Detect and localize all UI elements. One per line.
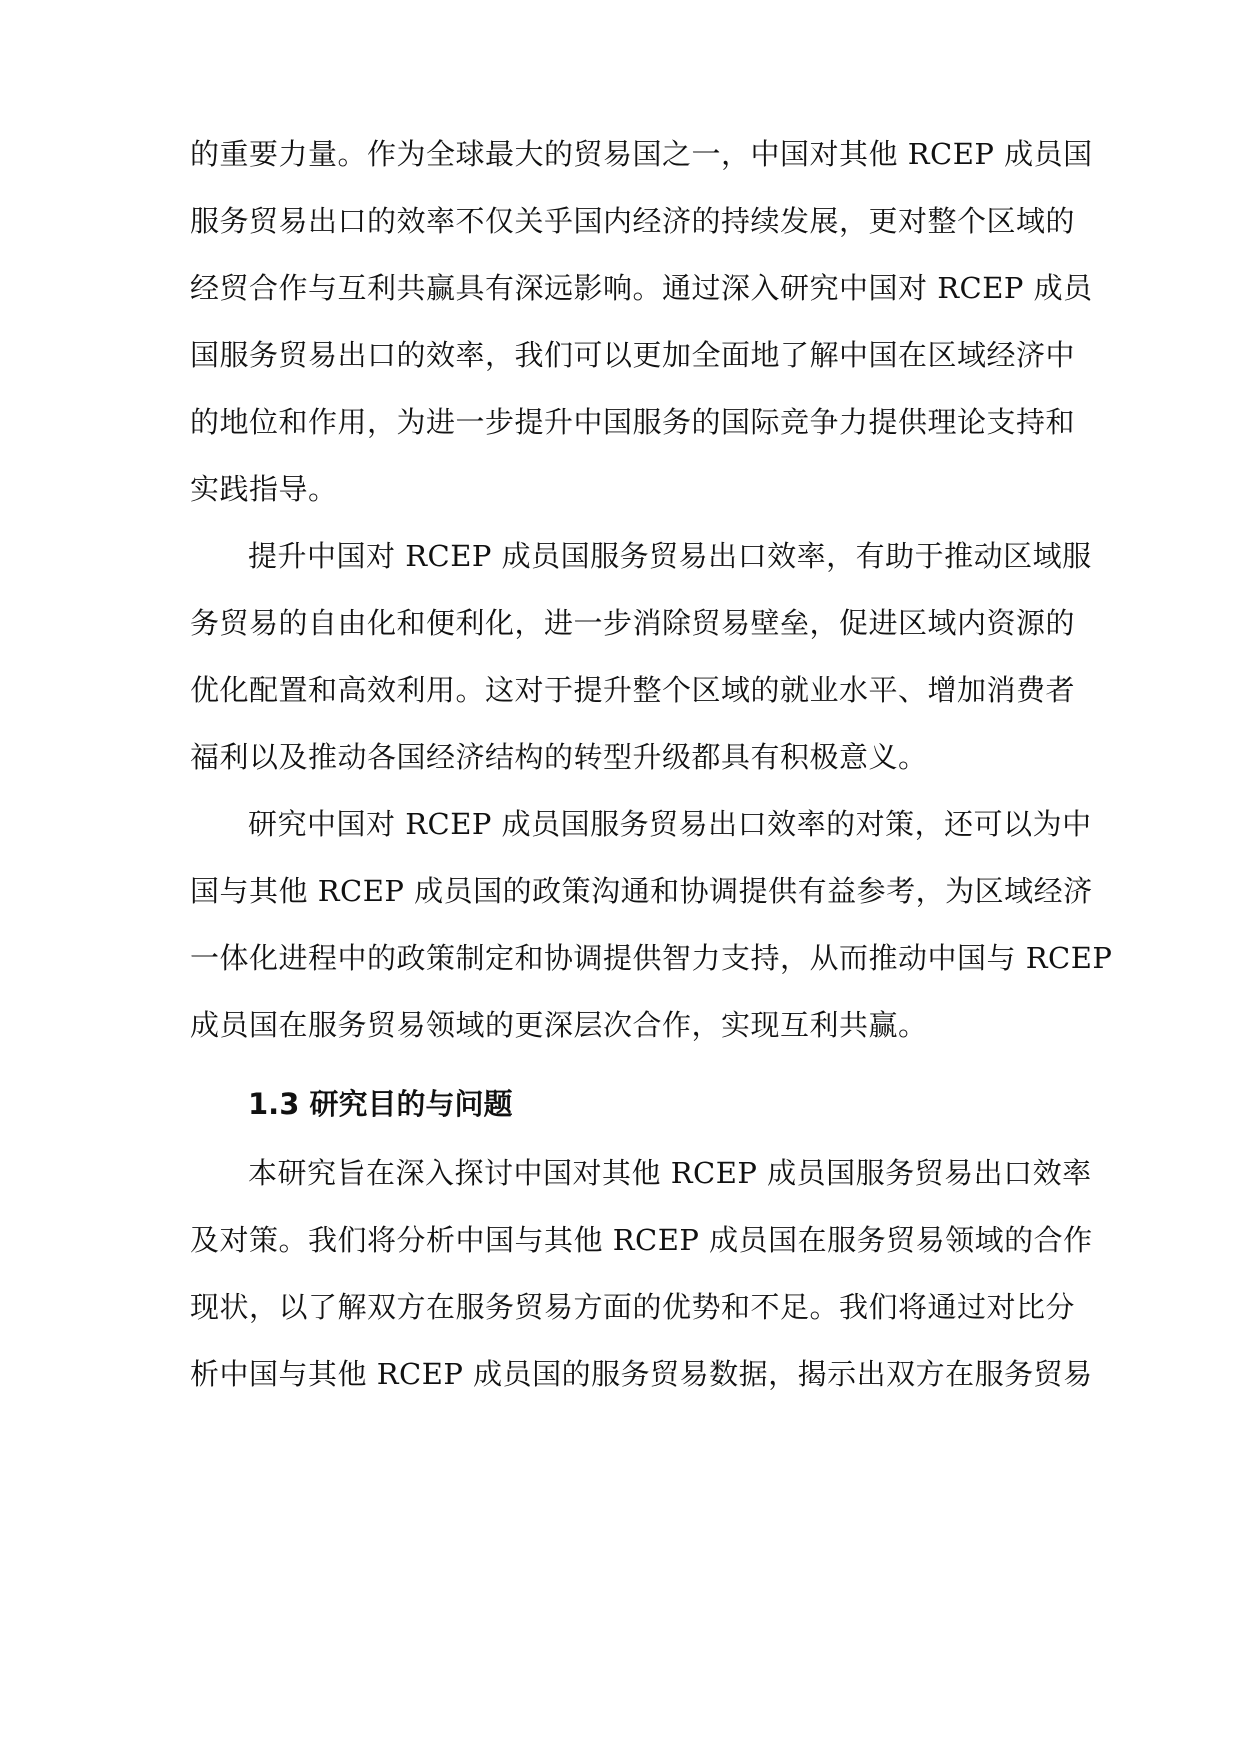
section-paragraph-line-4: 析中国与其他 RCEP 成员国的服务贸易数据，揭示出双方在服务贸易 <box>190 1357 1093 1391</box>
paragraph-1-line-1: 的重要力量。作为全球最大的贸易国之一，中国对其他 RCEP 成员国 <box>190 137 1093 171</box>
paragraph-1-line-6: 实践指导。 <box>190 472 338 506</box>
paragraph-3-line-4: 成员国在服务贸易领域的更深层次合作，实现互利共赢。 <box>190 1008 928 1042</box>
paragraph-1-line-4: 国服务贸易出口的效率，我们可以更加全面地了解中国在区域经济中 <box>190 338 1076 372</box>
paragraph-3-line-3: 一体化进程中的政策制定和协调提供智力支持，从而推动中国与 RCEP <box>190 941 1113 975</box>
paragraph-2-line-4: 福利以及推动各国经济结构的转型升级都具有积极意义。 <box>190 740 928 774</box>
paragraph-1-line-2: 服务贸易出口的效率不仅关乎国内经济的持续发展，更对整个区域的 <box>190 204 1076 238</box>
paragraph-2-line-1: 提升中国对 RCEP 成员国服务贸易出口效率，有助于推动区域服 <box>248 539 1092 573</box>
paragraph-2-line-2: 务贸易的自由化和便利化，进一步消除贸易壁垒，促进区域内资源的 <box>190 606 1076 640</box>
paragraph-1-line-3: 经贸合作与互利共赢具有深远影响。通过深入研究中国对 RCEP 成员 <box>190 271 1093 305</box>
paragraph-1-line-5: 的地位和作用，为进一步提升中国服务的国际竞争力提供理论支持和 <box>190 405 1076 439</box>
section-paragraph-line-3: 现状，以了解双方在服务贸易方面的优势和不足。我们将通过对比分 <box>190 1290 1076 1324</box>
section-paragraph-line-1: 本研究旨在深入探讨中国对其他 RCEP 成员国服务贸易出口效率 <box>248 1156 1092 1190</box>
paragraph-2-line-3: 优化配置和高效利用。这对于提升整个区域的就业水平、增加消费者 <box>190 673 1076 707</box>
paragraph-3-line-2: 国与其他 RCEP 成员国的政策沟通和协调提供有益参考，为区域经济 <box>190 874 1093 908</box>
paragraph-3-line-1: 研究中国对 RCEP 成员国服务贸易出口效率的对策，还可以为中 <box>248 807 1092 841</box>
section-paragraph-line-2: 及对策。我们将分析中国与其他 RCEP 成员国在服务贸易领域的合作 <box>190 1223 1093 1257</box>
section-heading: 1.3 研究目的与问题 <box>248 1087 513 1121</box>
